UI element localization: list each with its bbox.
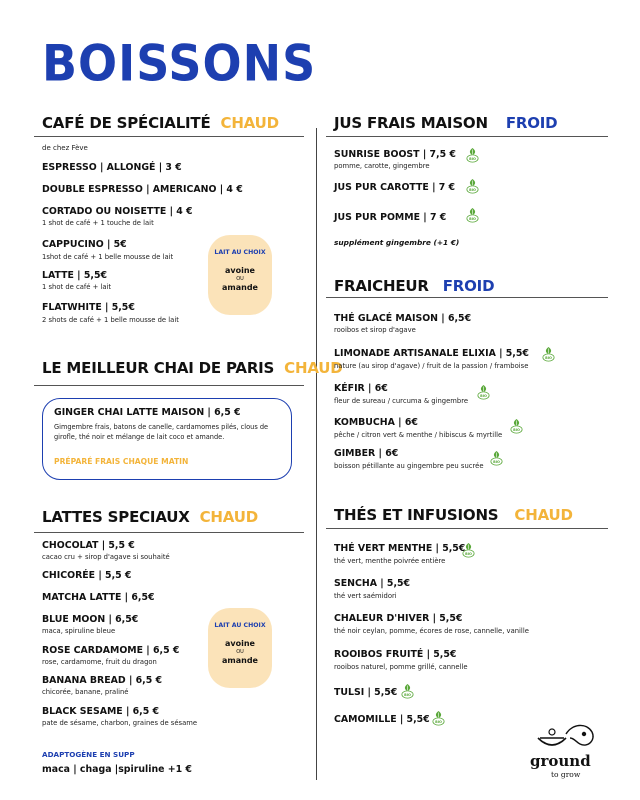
menu-item: GINGER CHAI LATTE MAISON | 6,5 €	[54, 407, 241, 418]
section-thes-name: THÉS ET INFUSIONS	[334, 506, 499, 524]
milk-choice-badge	[208, 235, 272, 315]
menu-item: JUS PUR POMME | 7 €	[334, 212, 447, 223]
section-lattes-temp: CHAUD	[199, 508, 258, 526]
menu-item: DOUBLE ESPRESSO | AMERICANO | 4 €	[42, 184, 243, 195]
cafe-origin: de chez Fève	[42, 144, 88, 152]
section-divider	[34, 385, 304, 386]
menu-item: TULSI | 5,5€	[334, 687, 398, 698]
section-divider	[326, 297, 608, 298]
section-fraicheur-heading	[334, 277, 494, 295]
menu-item-desc: thé vert, menthe poivrée entière	[334, 557, 446, 565]
bio-label: BIO	[493, 460, 500, 464]
section-lattes-heading	[42, 508, 258, 526]
menu-item: LIMONADE ARTISANALE ELIXIA | 5,5€	[334, 348, 529, 359]
menu-item: ROOIBOS FRUITÉ | 5,5€	[334, 649, 457, 660]
menu-item-desc: fleur de sureau / curcuma & gingembre	[334, 397, 469, 405]
menu-item: FLATWHITE | 5,5€	[42, 302, 135, 313]
menu-item-desc: nature (au sirop d'agave) / fruit de la passion / framboise	[334, 362, 529, 370]
menu-item-desc: pomme, carotte, gingembre	[334, 162, 430, 170]
section-jus-temp: FROID	[505, 114, 558, 132]
menu-item-desc: 2 shots de café + 1 belle mousse de lait	[42, 316, 179, 324]
adaptogene-heading: ADAPTOGÈNE EN SUPP	[42, 750, 135, 759]
section-jus-name: JUS FRAIS MAISON	[334, 114, 488, 132]
menu-item: ESPRESSO | ALLONGÉ | 3 €	[42, 162, 182, 173]
badge-heading: LAIT AU CHOIX	[214, 249, 266, 256]
section-chai-temp: CHAUD	[284, 359, 343, 377]
bio-leaf-icon	[466, 147, 479, 163]
menu-item: MATCHA LATTE | 6,5€	[42, 592, 155, 603]
bio-label: BIO	[513, 428, 520, 432]
menu-item: KOMBUCHA | 6€	[334, 417, 418, 428]
section-lattes-name: LATTES SPECIAUX	[42, 508, 190, 526]
menu-item: JUS PUR CAROTTE | 7 €	[334, 182, 456, 193]
section-chai-heading	[42, 359, 343, 377]
bio-label: BIO	[545, 356, 552, 360]
menu-item: CAPPUCINO | 5€	[42, 239, 127, 250]
bio-leaf-icon	[466, 207, 479, 223]
badge-option: avoine	[225, 639, 255, 648]
bio-label: BIO	[469, 157, 476, 161]
bio-leaf-icon	[477, 384, 490, 400]
menu-item: BLUE MOON | 6,5€	[42, 614, 139, 625]
badge-or: OU	[236, 649, 244, 655]
menu-item-desc: pate de sésame, charbon, graines de sésame	[42, 719, 198, 727]
badge-or: OU	[236, 276, 244, 282]
section-cafe-name: CAFÉ DE SPÉCIALITÉ	[42, 114, 211, 132]
menu-item: CHALEUR D'HIVER | 5,5€	[334, 613, 463, 624]
adaptogene-list: maca | chaga |spiruline +1 €	[42, 764, 192, 775]
bio-label: BIO	[469, 217, 476, 221]
menu-item: GIMBER | 6€	[334, 448, 399, 459]
menu-item: LATTE | 5,5€	[42, 270, 107, 281]
badge-option: avoine	[225, 266, 255, 275]
section-fraicheur-temp: FROID	[442, 277, 495, 295]
menu-item-desc: Gimgembre frais, batons de canelle, cardamomes pilés, clous de girofle, thé noir et mélange de lait coco et amande.	[54, 423, 269, 441]
menu-item: SENCHA | 5,5€	[334, 578, 411, 589]
section-cafe-temp: CHAUD	[220, 114, 279, 132]
badge-heading: LAIT AU CHOIX	[214, 622, 266, 629]
bio-leaf-icon	[432, 710, 445, 726]
menu-item-desc: 1shot de café + 1 belle mousse de lait	[42, 253, 174, 261]
section-thes-heading	[334, 506, 573, 524]
menu-item: BANANA BREAD | 6,5 €	[42, 675, 163, 686]
section-fraicheur-name: FRAICHEUR	[334, 277, 429, 295]
menu-item-desc: rooibos et sirop d'agave	[334, 326, 416, 334]
section-divider	[34, 136, 304, 137]
badge-option: amande	[222, 656, 258, 665]
menu-item-desc: thé noir ceylan, pomme, écores de rose, cannelle, vanille	[334, 627, 529, 635]
bio-leaf-icon	[462, 542, 475, 558]
chai-note: PRÉPARÉ FRAIS CHAQUE MATIN	[54, 457, 189, 466]
menu-item: THÉ VERT MENTHE | 5,5€	[334, 543, 466, 554]
menu-item: CAMOMILLE | 5,5€	[334, 714, 430, 725]
bio-label: BIO	[480, 394, 487, 398]
menu-item-desc: rose, cardamome, fruit du dragon	[42, 658, 157, 666]
menu-item-desc: thé vert saémidori	[334, 592, 397, 600]
bio-leaf-icon	[401, 683, 414, 699]
bio-label: BIO	[469, 188, 476, 192]
menu-item: CHICORÉE | 5,5 €	[42, 570, 132, 581]
jus-supplement: supplément gingembre (+1 €)	[334, 238, 460, 247]
section-divider	[34, 532, 304, 533]
menu-item-desc: chicorée, banane, praliné	[42, 688, 129, 696]
milk-choice-badge	[208, 608, 272, 688]
menu-item-desc: boisson pétillante au gingembre peu sucrée	[334, 462, 484, 470]
column-divider	[316, 128, 317, 780]
page-title: BOISSONS	[42, 34, 317, 93]
menu-item: CHOCOLAT | 5,5 €	[42, 540, 135, 551]
menu-item-desc: 1 shot de café + lait	[42, 283, 112, 291]
menu-item: BLACK SESAME | 6,5 €	[42, 706, 160, 717]
menu-item-desc: pêche / citron vert & menthe / hibiscus & myrtille	[334, 431, 503, 439]
section-thes-temp: CHAUD	[514, 506, 573, 524]
bio-leaf-icon	[510, 418, 523, 434]
bio-label: BIO	[465, 552, 472, 556]
section-chai-name: LE MEILLEUR CHAI DE PARIS	[42, 359, 275, 377]
bio-leaf-icon	[466, 178, 479, 194]
section-jus-heading	[334, 114, 557, 132]
menu-item: ROSE CARDAMOME | 6,5 €	[42, 645, 180, 656]
section-divider	[326, 528, 608, 529]
menu-item-desc: rooibos naturel, pomme grillé, cannelle	[334, 663, 468, 671]
logo-subline: to grow	[551, 770, 581, 779]
section-cafe-heading	[42, 114, 279, 132]
section-divider	[326, 136, 608, 137]
logo-wordmark: ground	[530, 752, 591, 770]
menu-item: CORTADO OU NOISETTE | 4 €	[42, 206, 193, 217]
menu-item: KÉFIR | 6€	[334, 383, 388, 394]
bio-leaf-icon	[542, 346, 555, 362]
menu-item-desc: maca, spiruline bleue	[42, 627, 116, 635]
bio-label: BIO	[404, 693, 411, 697]
bio-leaf-icon	[490, 450, 503, 466]
menu-item: THÉ GLACÉ MAISON | 6,5€	[334, 313, 472, 324]
menu-item-desc: 1 shot de café + 1 touche de lait	[42, 219, 154, 227]
badge-option: amande	[222, 283, 258, 292]
bio-label: BIO	[435, 720, 442, 724]
menu-item: SUNRISE BOOST | 7,5 €	[334, 149, 456, 160]
menu-item-desc: cacao cru + sirop d'agave si souhaité	[42, 553, 170, 561]
